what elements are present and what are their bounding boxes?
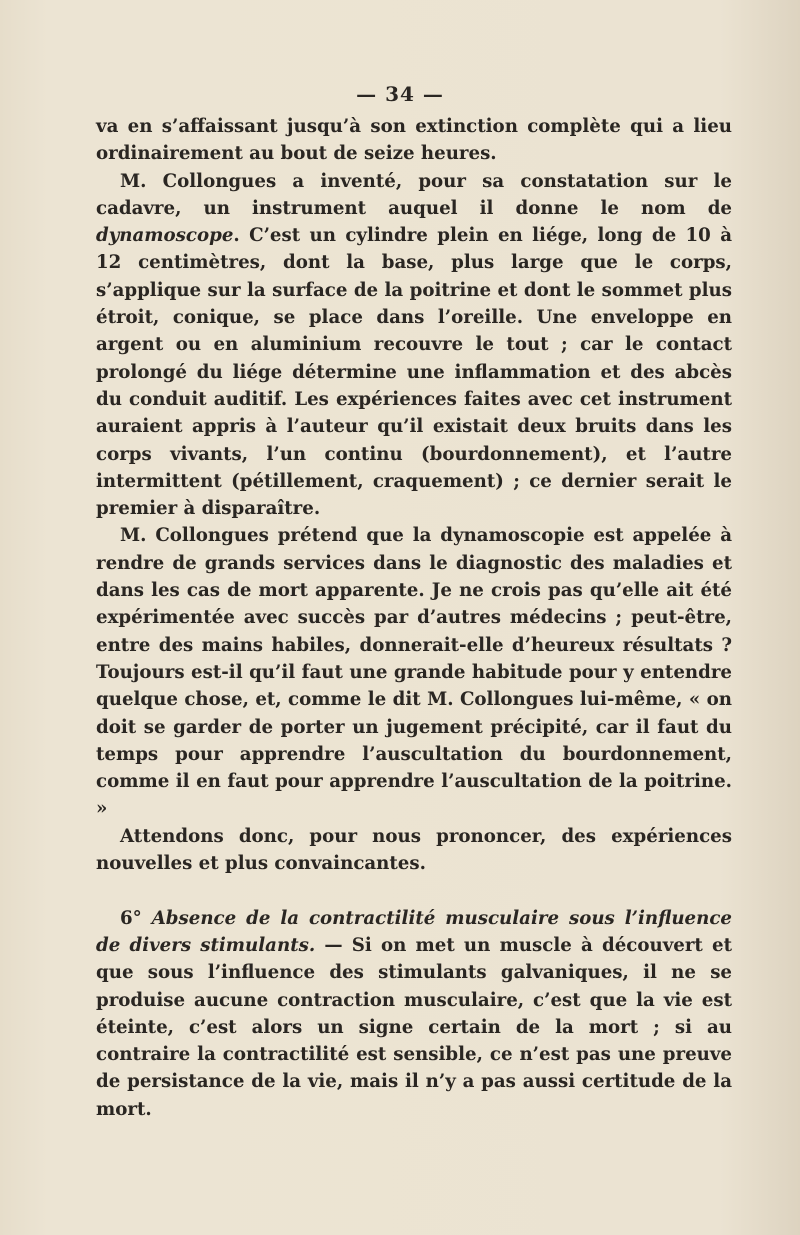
paragraph-conclusion: Attendons donc, pour nous prononcer, des expériences nouvelles et plus convaincantes.	[96, 825, 732, 875]
paragraph-text-after: . C’est un cylindre plein en liége, long de 10 à 12 centimètres, dont la base, plus large que le corps, s’applique sur la surface de la poitrine et dont le sommet plus étroit, conique, se place dans l’oreille. Une enveloppe en argent ou en aluminium recouvre le tout ; car le contact prolongé du liége détermine une inflammation et des abcès du conduit auditif. Les expériences faites avec cet instrument auraient appris à l’auteur qu’il existait deux bruits dans les corps vivants, l’un continu (bourdonnement), et l’autre intermittent (pétillement, craquement) ; ce dernier serait le premier à disparaître.	[96, 225, 732, 520]
paragraph-continuation: va en s’affaissant jusqu’à son extinction complète qui a lieu ordinairement au bout de seize heures.	[96, 116, 732, 165]
paragraph-text-before: M. Collongues a inventé, pour sa constatation sur le cadavre, un instrument auquel il donne le nom de	[96, 170, 732, 219]
paragraph-dynamoscopie: M. Collongues prétend que la dynamoscopie est appelée à rendre de grands services dans le diagnostic des maladies et dans les cas de mort apparente. Je ne crois pas qu’elle ait été expérimentée avec succès par d’autres médecins ; peut-être, entre des mains habiles, donnerait-elle d’heureux résultats ? Toujours est-il qu’il faut une grande habitude pour y entendre quelque chose, et, comme le dit M. Collongues lui-même, « on doit se garder de porter un jugement précipité, car il faut du temps pour apprendre l’auscultation du bourdonnement, comme il en faut pour apprendre l’auscultation de la poitrine. »	[96, 525, 732, 820]
page-body	[96, 113, 732, 1123]
section-text: — Si on met un muscle à découvert et que sous l’influence des stimulants galvaniques, il ne se produise aucune contraction musculaire, c’est que la vie est éteinte, c’est alors un signe certain de la mort ; si au contraire la contractilité est sensible, ce n’est pas une preuve de persistance de la vie, mais il n’y a pas aussi certitude de la mort.	[96, 934, 732, 1120]
paragraph-dynamoscope	[96, 168, 732, 523]
section-paragraph	[96, 905, 732, 1123]
section-heading: Absence de la contractilité musculaire sous l’influence de divers stimulants.	[96, 907, 732, 956]
section-number: 6°	[120, 907, 142, 929]
page-number: — 34 —	[356, 82, 444, 106]
term-dynamoscope: dynamoscope	[96, 225, 234, 247]
